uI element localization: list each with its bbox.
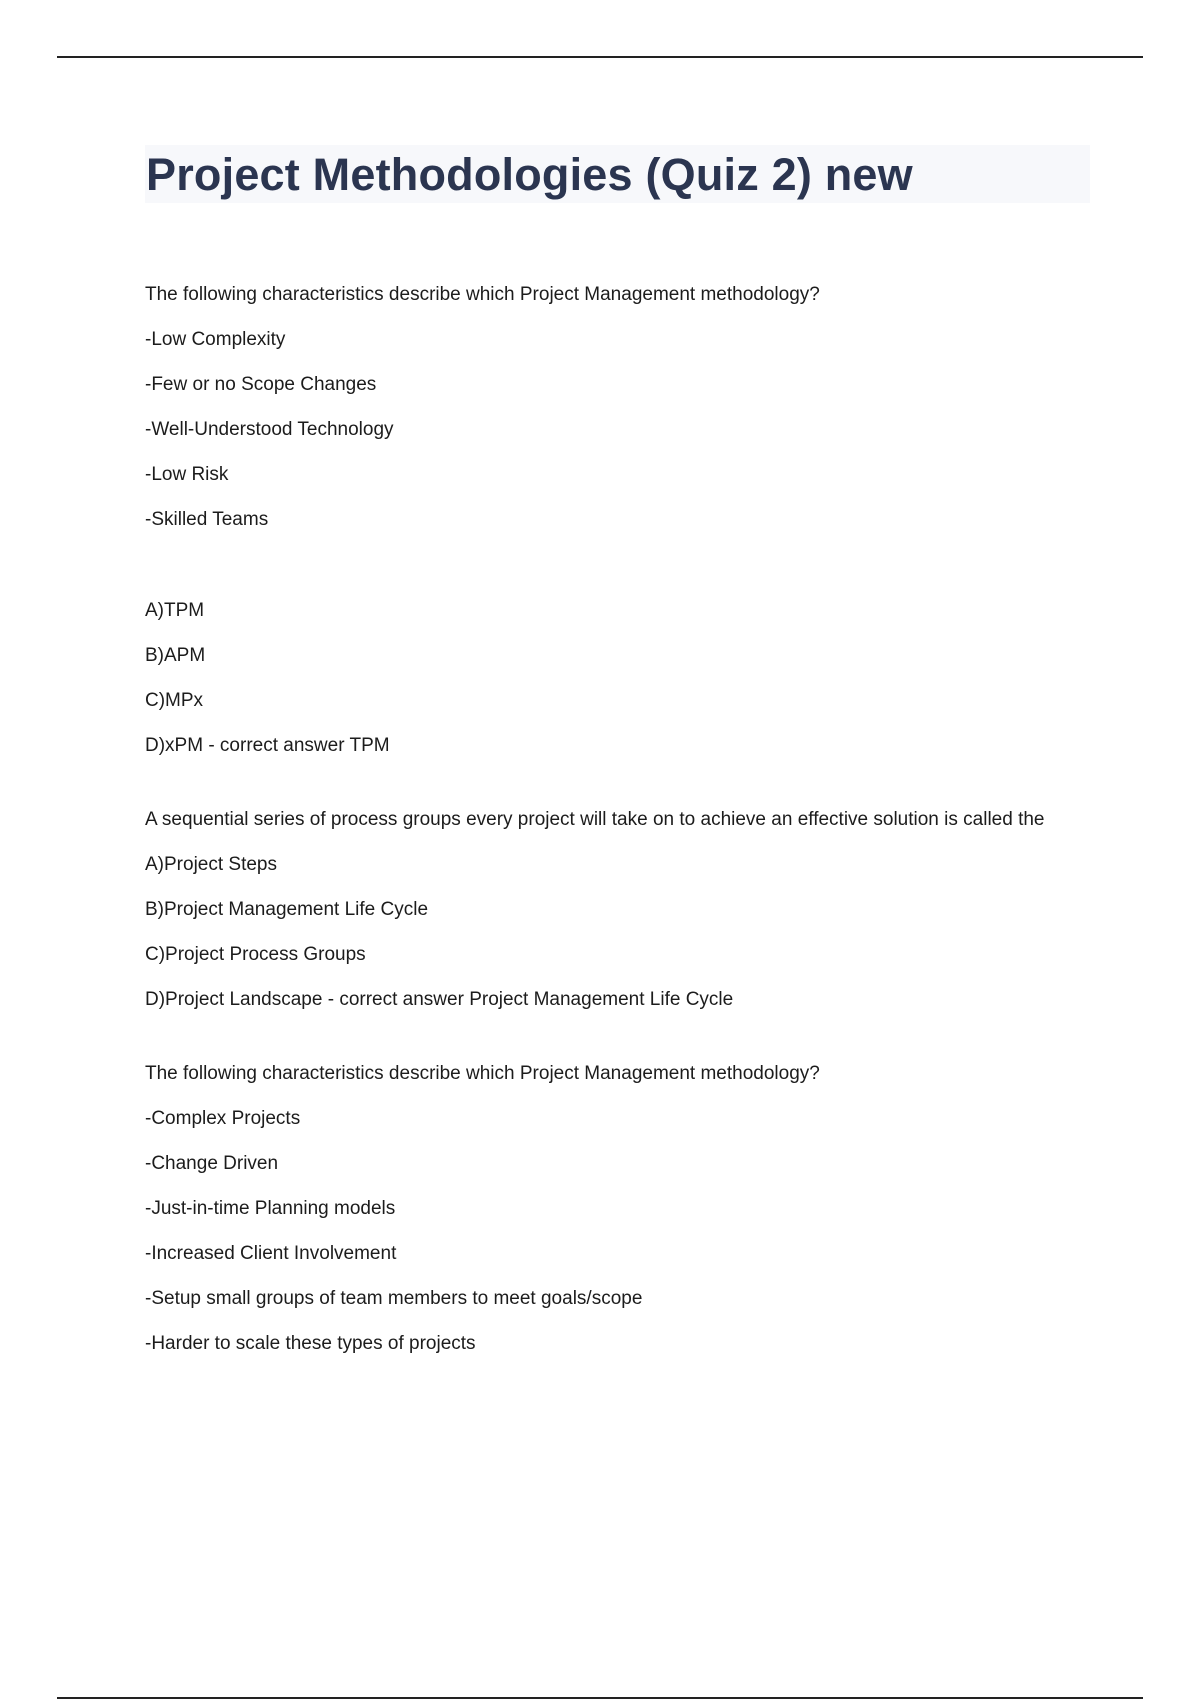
document-body bbox=[145, 145, 1085, 1404]
question-2-option: B)Project Management Life Cycle bbox=[145, 899, 429, 920]
question-1-answer: D)xPM - correct answer TPM bbox=[145, 735, 390, 756]
question-1-bullet: -Few or no Scope Changes bbox=[145, 374, 377, 395]
question-3-bullet: -Complex Projects bbox=[145, 1108, 301, 1129]
question-1 bbox=[145, 281, 1085, 760]
question-3 bbox=[145, 1060, 1085, 1358]
question-1-prompt: The following characteristics describe which Project Management methodology? bbox=[145, 284, 820, 305]
page-title: Project Methodologies (Quiz 2) new bbox=[146, 148, 913, 200]
question-2-prompt: A sequential series of process groups every project will take on to achieve an effective solution is called the bbox=[145, 809, 1045, 830]
question-1-option: C)MPx bbox=[145, 690, 204, 711]
question-3-bullet: -Setup small groups of team members to meet goals/scope bbox=[145, 1288, 643, 1309]
question-3-bullet: -Harder to scale these types of projects bbox=[145, 1333, 476, 1354]
title-banner bbox=[145, 145, 1090, 203]
question-3-prompt: The following characteristics describe which Project Management methodology? bbox=[145, 1063, 820, 1084]
question-1-option: B)APM bbox=[145, 645, 206, 666]
question-2-option: A)Project Steps bbox=[145, 854, 277, 875]
question-1-bullet: -Low Risk bbox=[145, 464, 229, 485]
bottom-rule bbox=[57, 1697, 1143, 1699]
spacer bbox=[145, 551, 1085, 597]
question-1-bullet: -Low Complexity bbox=[145, 329, 286, 350]
question-2-answer: D)Project Landscape - correct answer Project Management Life Cycle bbox=[145, 989, 734, 1010]
question-2-option: C)Project Process Groups bbox=[145, 944, 366, 965]
question-1-bullet: -Well-Understood Technology bbox=[145, 419, 394, 440]
question-3-bullet: -Change Driven bbox=[145, 1153, 279, 1174]
question-2 bbox=[145, 806, 1085, 1014]
question-3-bullet: -Just-in-time Planning models bbox=[145, 1198, 396, 1219]
question-1-bullet: -Skilled Teams bbox=[145, 509, 269, 530]
question-1-option: A)TPM bbox=[145, 600, 205, 621]
question-3-bullet: -Increased Client Involvement bbox=[145, 1243, 397, 1264]
top-rule bbox=[57, 56, 1143, 58]
